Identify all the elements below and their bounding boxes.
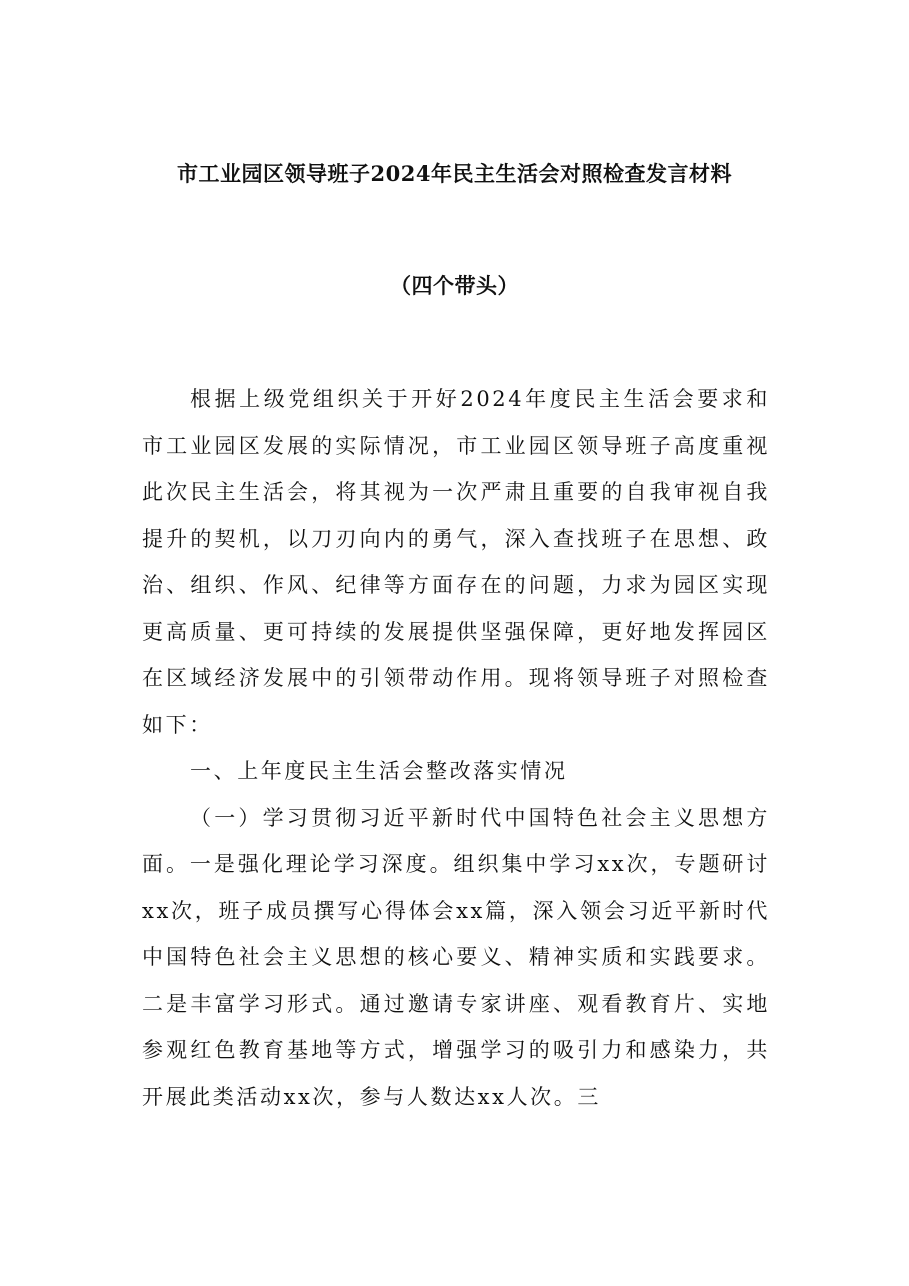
document-body — [142, 376, 770, 1120]
document-title: 市工业园区领导班子2024年民主生活会对照检查发言材料 — [177, 161, 732, 186]
section-heading: 一、上年度民主生活会整改落实情况 — [190, 759, 568, 783]
document-subtitle: （四个带头） — [390, 273, 519, 298]
paragraph-intro: 根据上级党组织关于开好2024年度民主生活会要求和市工业园区发展的实际情况，市工业园区领导班子高度重视此次民主生活会，将其视为一次严肃且重要的自我审视自我提升的契机，以刀刃向内的勇气，深入查找班子在思想、政治、组织、作风、纪律等方面存在的问题，力求为园区实现更高质量、更可持续的发展提供坚强保障，更好地发挥园区在区域经济发展中的引领带动作用。现将领导班子对照检查如下： — [142, 387, 770, 737]
paragraph-study: （一）学习贯彻习近平新时代中国特色社会主义思想方面。一是强化理论学习深度。组织集中学习xx次，专题研讨xx次，班子成员撰写心得体会xx篇，深入领会习近平新时代中国特色社会主义思想的核心要义、精神实质和实践要求。二是丰富学习形式。通过邀请专家讲座、观看教育片、实地参观红色教育基地等方式，增强学习的吸引力和感染力，共开展此类活动xx次，参与人数达xx人次。三 — [142, 805, 770, 1109]
